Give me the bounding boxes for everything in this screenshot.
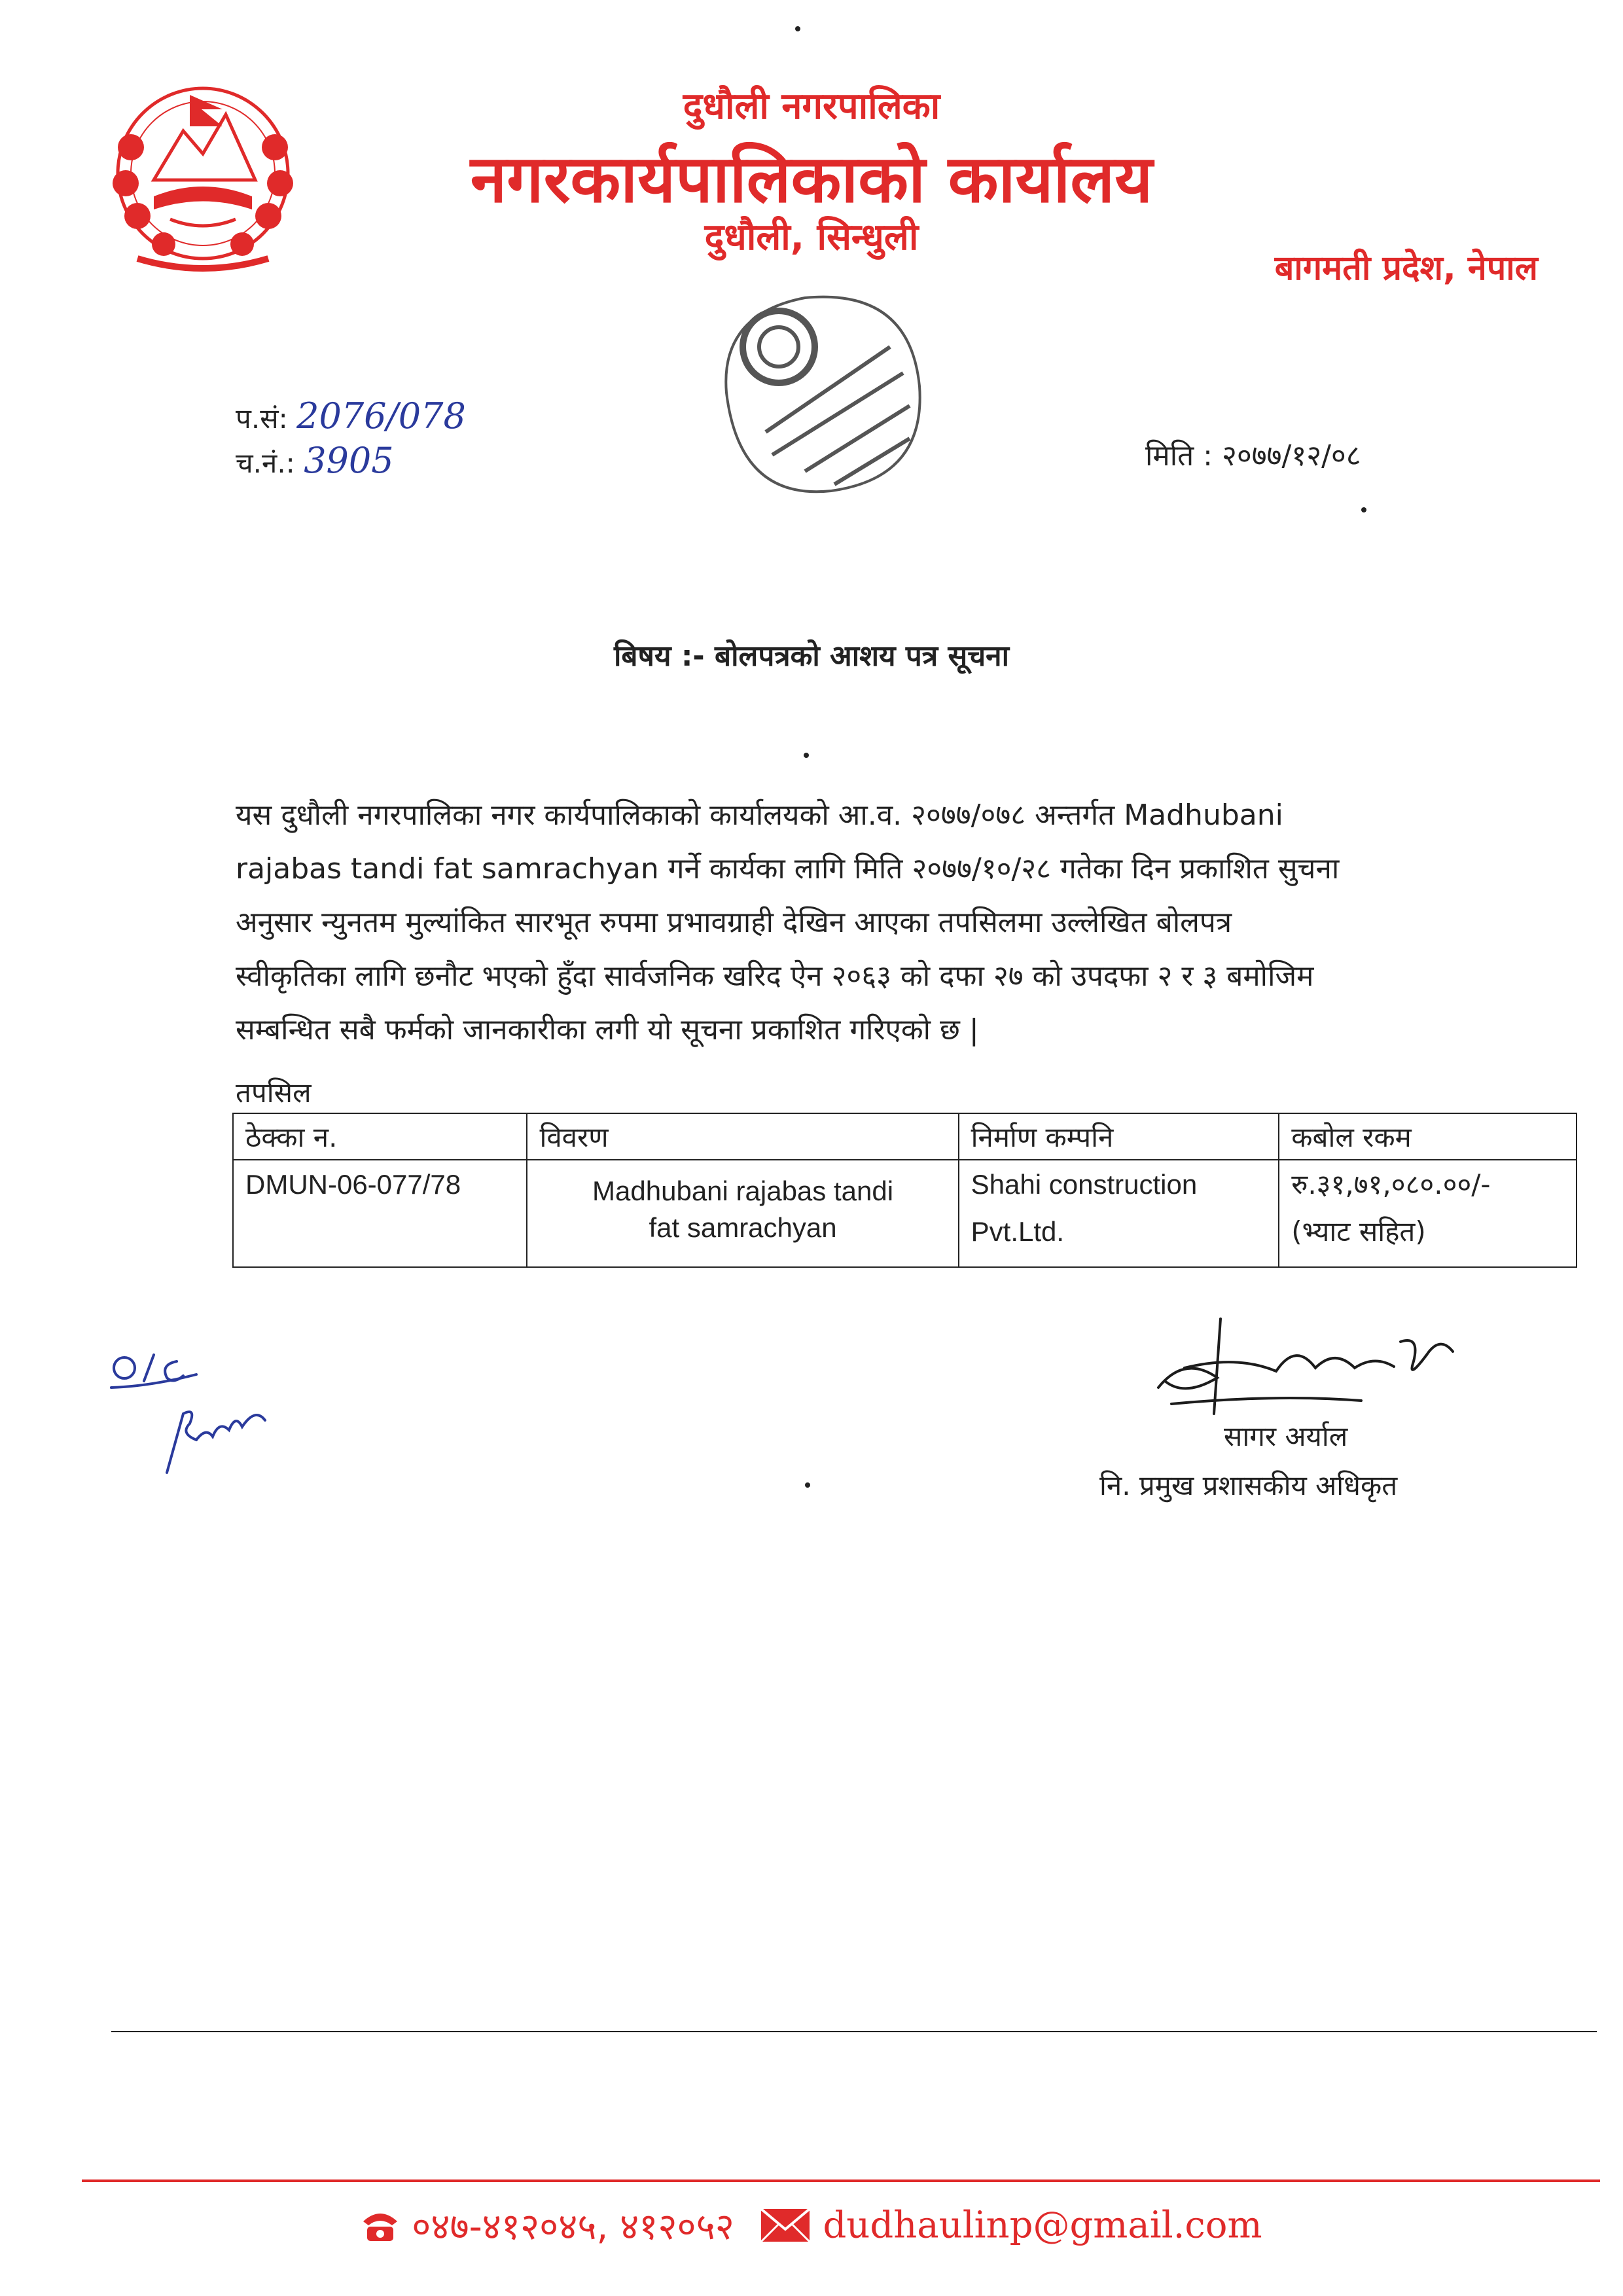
dispatch-label: च.नं.: (236, 447, 295, 479)
document-date: मिति : २०७७/१२/०८ (1145, 439, 1361, 473)
reference-label: प.सं: (236, 403, 288, 435)
cell-company (959, 1160, 1279, 1267)
province-label: बागमती प्रदेश, नेपाल (1274, 249, 1538, 288)
dispatch-value: 3905 (304, 440, 394, 481)
signer-name: सागर अर्याल (1224, 1420, 1348, 1452)
body-line: सम्बन्धित सबै फर्मको जानकारीका लगी यो सूचना प्रकाशित गरिएको छ | (236, 1013, 979, 1047)
footer-red-rule (82, 2179, 1600, 2182)
table-header-row (233, 1113, 1577, 1160)
company-line: Pvt.Ltd. (971, 1216, 1065, 1247)
header-description: विवरण (527, 1113, 958, 1160)
subject-line: बिषय :- बोलपत्रको आशय पत्र सूचना (614, 639, 1009, 673)
header-contract-no: ठेक्का न. (233, 1113, 527, 1160)
email-icon (759, 2207, 812, 2244)
header-amount: कबोल रकम (1279, 1113, 1577, 1160)
cell-amount (1279, 1160, 1577, 1267)
dispatch-number (236, 440, 394, 481)
signer-title: नि. प्रमुख प्रशासकीय अधिकृत (1099, 1469, 1398, 1501)
footer-divider (111, 2031, 1597, 2032)
body-line: अनुसार न्युनतम मुल्यांकित सारभूत रुपमा प्रभावग्राही देखिन आएका तपसिलमा उल्लेखित बोलपत्र (236, 906, 1232, 939)
header-company: निर्माण कम्पनि (959, 1113, 1279, 1160)
office-title: नगरकार्यपालिकाको कार्यालय (470, 141, 1153, 217)
details-caption: तपसिल (236, 1077, 312, 1109)
reference-value: 2076/078 (296, 395, 466, 437)
description-line: Madhubani rajabas tandi (592, 1175, 894, 1206)
paper-speck (805, 1482, 810, 1488)
email-address: dudhaulinp@gmail.com (823, 2204, 1262, 2247)
reference-number (236, 395, 466, 437)
contact-footer (0, 2200, 1623, 2250)
company-line: Shahi construction (971, 1169, 1198, 1200)
office-location: दुधौली, सिन्धुली (704, 216, 919, 259)
table-row (233, 1160, 1577, 1267)
paper-speck (1361, 507, 1366, 512)
officer-signature (1145, 1316, 1472, 1433)
municipality-name: दुधौली नगरपालिका (683, 85, 940, 128)
notice-body (236, 789, 1531, 1057)
phone-icon (361, 2208, 400, 2242)
phone-numbers: ०४७-४१२०४५, ४१२०५२ (412, 2206, 734, 2248)
amount-line: रु.३१,७१,०८०.००/- (1291, 1168, 1491, 1200)
amount-line: (भ्याट सहित) (1291, 1215, 1426, 1247)
office-seal-stamp (694, 275, 942, 511)
cell-contract-no: DMUN-06-077/78 (233, 1160, 527, 1267)
paper-speck (795, 26, 800, 31)
cell-description (527, 1160, 958, 1267)
paper-speck (804, 753, 809, 758)
description-line: fat samrachyan (649, 1212, 837, 1243)
contract-table (232, 1113, 1577, 1268)
body-line: rajabas tandi fat samrachyan गर्ने कार्यका लागि मिति २०७७/१०/२८ गतेका दिन प्रकाशित सुचना (236, 852, 1340, 886)
body-line: स्वीकृतिका लागि छनौट भएको हुँदा सार्वजनिक खरिद ऐन २०६३ को दफा २७ को उपदफा २ र ३ बमोजिम (236, 960, 1314, 993)
body-line: यस दुधौली नगरपालिका नगर कार्यपालिकाको कार्यालयको आ.व. २०७७/०७८ अन्तर्गत Madhubani (236, 798, 1283, 832)
oic-handwritten-note (98, 1342, 294, 1486)
